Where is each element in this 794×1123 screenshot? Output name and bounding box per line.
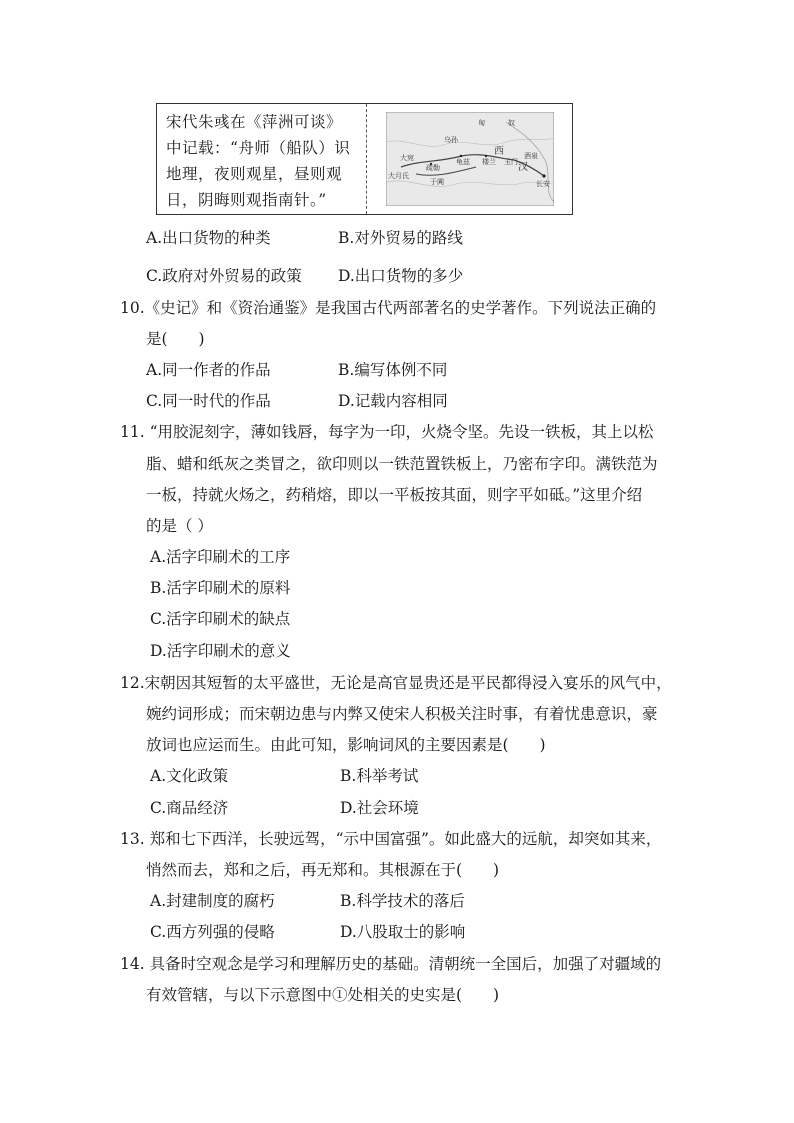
q11-stem-line-4: 的是（ ） — [146, 517, 213, 535]
q9-option-c[interactable]: C.政府对外贸易的政策 — [146, 267, 302, 285]
q12-option-c[interactable]: C.商品经济 — [150, 799, 229, 817]
q12-option-b[interactable]: B.科举考试 — [340, 767, 419, 785]
map-label-dayuezhi: 大月氏 — [388, 172, 409, 180]
q12-stem-line-2: 婉约词形成；而宋朝边患与内弊又使宋人积极关注时事，有着忧患意识，豪 — [146, 705, 658, 723]
q13-option-c[interactable]: C.西方列强的侵略 — [150, 923, 275, 941]
map-label-top1: 匈 — [478, 119, 485, 127]
q10-option-a[interactable]: A.同一作者的作品 — [146, 361, 271, 379]
map-label-jiuquan: 酒泉 — [524, 152, 538, 160]
q9-quote-line-4: 日，阴晦则观指南针。” — [166, 191, 327, 209]
q11-option-b[interactable]: B.活字印刷术的原料 — [150, 579, 291, 597]
dashed-divider — [366, 104, 367, 214]
q13-stem-line-2: 悄然而去，郑和之后，再无郑和。其根源在于( ) — [146, 861, 500, 879]
q13-option-d[interactable]: D.八股取士的影响 — [340, 923, 466, 941]
q11-stem-line-3: 一板，持就火炀之，药稍熔，即以一平板按其面，则字平如砥。”这里介绍 — [146, 486, 643, 504]
q9-quote-line-3: 地理，夜则观星，昼则观 — [166, 165, 343, 183]
map-label-dayuan: 大宛 — [400, 154, 414, 162]
map-label-changan: 长安 — [536, 180, 550, 188]
q9-quote-line-2: 中记载：“舟师（船队）识 — [166, 139, 351, 157]
q10-stem-line-2: 是( ) — [146, 330, 205, 348]
map-label-shule: 疏勒 — [426, 164, 440, 172]
map-label-top2: 奴 — [508, 119, 515, 127]
q11-stem-line-2: 脂、蜡和纸灰之类冒之，欲印则以一铁范置铁板上，乃密布字印。满铁范为 — [146, 455, 658, 473]
map-label-xi: 西 — [494, 146, 504, 157]
q9-option-a[interactable]: A.出口货物的种类 — [146, 229, 271, 247]
q11-stem-line-1: 11. “用胶泥刻字，薄如钱唇，每字为一印，火烧令坚。先设一铁板，其上以松 — [120, 423, 654, 441]
q13-option-b[interactable]: B.科学技术的落后 — [340, 892, 465, 910]
q12-option-d[interactable]: D.社会环境 — [340, 799, 419, 817]
map-label-wusun: 乌孙 — [444, 136, 458, 144]
q11-option-a[interactable]: A.活字印刷术的工序 — [150, 548, 291, 566]
q10-option-c[interactable]: C.同一时代的作品 — [146, 392, 271, 410]
map-label-guizi: 龟兹 — [456, 158, 470, 166]
q12-stem-line-3: 放词也应运而生。由此可知，影响词风的主要因素是( ) — [146, 736, 546, 754]
q11-option-c[interactable]: C.活字印刷术的缺点 — [150, 610, 291, 628]
map-label-yumen: 玉门 — [504, 158, 518, 166]
map-label-yutian: 于阗 — [430, 178, 444, 186]
map-label-han: 汉 — [518, 162, 528, 173]
q9-quote-line-1: 宋代朱彧在《萍洲可谈》 — [166, 113, 343, 131]
q10-option-b[interactable]: B.编写体例不同 — [338, 361, 448, 379]
q13-stem-line-1: 13. 郑和七下西洋，长驶远驾，“示中国富强”。如此盛大的远航，却突如其来， — [120, 830, 662, 848]
q12-option-a[interactable]: A.文化政策 — [150, 767, 229, 785]
q14-stem-line-1: 14. 具备时空观念是学习和理解历史的基础。清朝统一全国后，加强了对疆域的 — [120, 955, 662, 973]
q11-option-d[interactable]: D.活字印刷术的意义 — [150, 642, 291, 660]
q14-stem-line-2: 有效管辖，与以下示意图中①处相关的史实是( ) — [146, 986, 500, 1004]
map-label-loulan: 楼兰 — [482, 158, 496, 166]
q9-option-d[interactable]: D.出口货物的多少 — [338, 267, 464, 285]
q10-stem-line-1: 10.《史记》和《资治通鉴》是我国古代两部著名的史学著作。下列说法正确的 — [120, 299, 657, 317]
q9-option-b[interactable]: B.对外贸易的路线 — [338, 229, 463, 247]
silk-road-map — [386, 112, 554, 206]
q10-option-d[interactable]: D.记载内容相同 — [338, 392, 448, 410]
q13-option-a[interactable]: A.封建制度的腐朽 — [150, 892, 275, 910]
q12-stem-line-1: 12.宋朝因其短暂的太平盛世，无论是高官显贵还是平民都得浸入宴乐的风气中， — [120, 674, 672, 692]
q9-material-box — [156, 103, 573, 215]
